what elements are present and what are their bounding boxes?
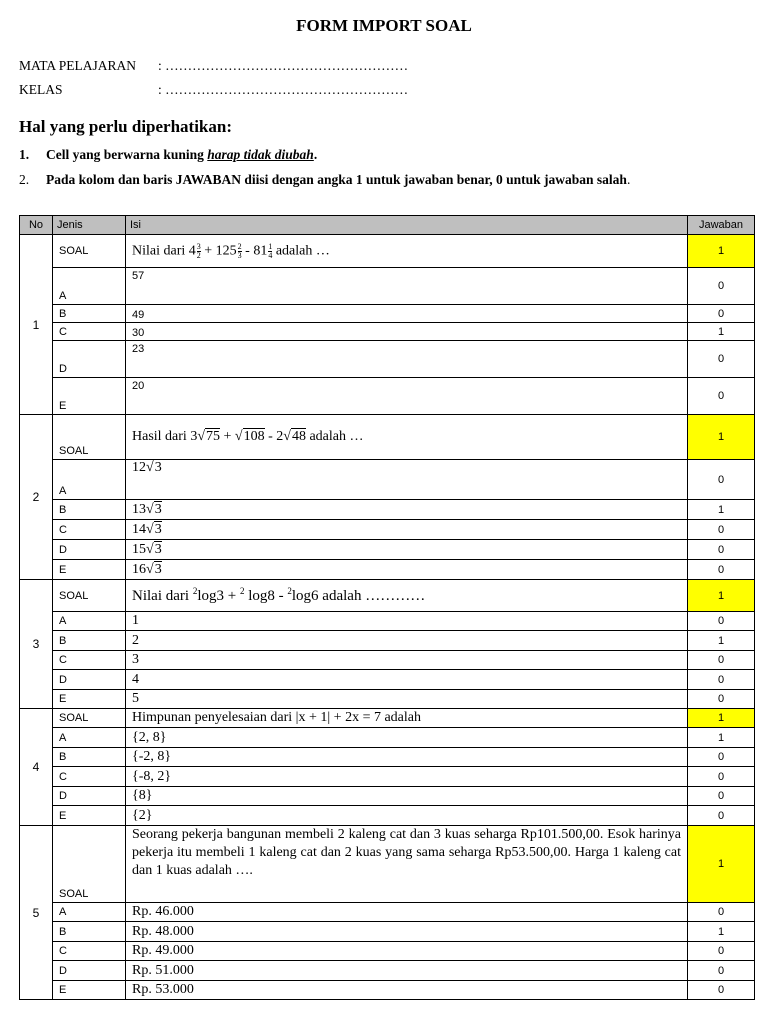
header-no: No bbox=[20, 216, 53, 235]
radicand: 3 bbox=[154, 501, 162, 517]
text-part: + bbox=[220, 429, 235, 444]
radicand: 3 bbox=[154, 460, 162, 475]
table-row bbox=[20, 341, 755, 378]
row-type: A bbox=[53, 612, 126, 631]
text-part: adalah … bbox=[272, 243, 330, 259]
table-row bbox=[20, 961, 755, 981]
option-text[interactable]: Rp. 46.000 bbox=[126, 903, 688, 922]
note-number: 2. bbox=[19, 172, 30, 187]
answer-cell: 1 bbox=[688, 709, 755, 728]
radicand: 3 bbox=[154, 541, 162, 557]
table-row bbox=[20, 787, 755, 806]
coefficient: 16 bbox=[132, 561, 146, 577]
option-text[interactable]: {-2, 8} bbox=[126, 748, 688, 767]
note-text: Cell yang berwarna kuning bbox=[46, 147, 208, 162]
answer-cell[interactable]: 0 bbox=[688, 651, 755, 670]
answer-cell[interactable]: 1 bbox=[688, 728, 755, 748]
note-text-end: . bbox=[626, 172, 631, 187]
question-text[interactable] bbox=[126, 826, 688, 903]
question-number: 1 bbox=[20, 235, 53, 415]
answer-cell: 1 bbox=[688, 235, 755, 268]
option-text[interactable]: {2, 8} bbox=[126, 728, 688, 748]
class-label: KELAS bbox=[19, 82, 63, 97]
question-text[interactable] bbox=[126, 580, 688, 612]
row-type: E bbox=[53, 560, 126, 580]
table-row bbox=[20, 767, 755, 787]
option-text[interactable]: 3 bbox=[126, 651, 688, 670]
answer-cell[interactable]: 0 bbox=[688, 787, 755, 806]
row-type: E bbox=[53, 378, 126, 415]
note-text: Pada kolom dan baris JAWABAN diisi dengan angka 1 untuk jawaban benar, 0 untuk jawaban salah bbox=[46, 172, 627, 187]
table-row bbox=[20, 305, 755, 323]
row-type: B bbox=[53, 500, 126, 520]
table-row bbox=[20, 323, 755, 341]
text-part: - 81 bbox=[241, 243, 268, 259]
table-row bbox=[20, 903, 755, 922]
text-part: - 2 bbox=[264, 429, 284, 444]
table-row bbox=[20, 826, 755, 903]
option-text[interactable]: 16√3 bbox=[126, 560, 688, 580]
table-row bbox=[20, 268, 755, 305]
text-part: Nilai dari bbox=[132, 588, 193, 604]
question-text[interactable]: Hasil dari 3√75 + √108 - 2√48 adalah … bbox=[126, 415, 688, 460]
table-row bbox=[20, 922, 755, 942]
answer-cell[interactable]: 0 bbox=[688, 670, 755, 690]
row-type: C bbox=[53, 651, 126, 670]
option-text[interactable]: 20 bbox=[126, 378, 688, 415]
row-type: SOAL bbox=[53, 709, 126, 728]
table-row bbox=[20, 806, 755, 826]
question-table bbox=[19, 215, 755, 1000]
row-type: D bbox=[53, 961, 126, 981]
text-part: log8 - bbox=[244, 588, 288, 604]
subject-value[interactable]: : ……………………………………………… bbox=[158, 58, 409, 73]
numerator: 3 bbox=[196, 241, 201, 251]
answer-cell[interactable]: 0 bbox=[688, 540, 755, 560]
row-type: SOAL bbox=[53, 826, 126, 903]
denominator: 2 bbox=[196, 250, 201, 260]
option-text[interactable]: 14√3 bbox=[126, 520, 688, 540]
table-row bbox=[20, 612, 755, 631]
denominator: 4 bbox=[268, 250, 273, 260]
option-text[interactable]: Rp. 53.000 bbox=[126, 981, 688, 1000]
class-row bbox=[19, 82, 408, 98]
table-row bbox=[20, 728, 755, 748]
coefficient: 14 bbox=[132, 521, 146, 537]
header-isi: Isi bbox=[126, 216, 688, 235]
row-type: B bbox=[53, 922, 126, 942]
row-type: SOAL bbox=[53, 415, 126, 460]
coefficient: 12 bbox=[132, 460, 146, 475]
answer-cell[interactable]: 0 bbox=[688, 612, 755, 631]
table-row bbox=[20, 500, 755, 520]
table-row bbox=[20, 942, 755, 961]
row-type: E bbox=[53, 690, 126, 709]
table-row bbox=[20, 520, 755, 540]
text-part: + 125 bbox=[200, 243, 237, 259]
text-part: Hasil dari 3 bbox=[132, 429, 198, 444]
log-base: 2 bbox=[287, 586, 292, 596]
answer-cell[interactable]: 0 bbox=[688, 903, 755, 922]
answer-cell[interactable]: 0 bbox=[688, 378, 755, 415]
subject-row bbox=[19, 58, 408, 74]
option-text[interactable]: Rp. 51.000 bbox=[126, 961, 688, 981]
option-text[interactable]: {2} bbox=[126, 806, 688, 826]
question-paragraph: Seorang pekerja bangunan membeli 2 kaleng cat dan 3 kuas seharga Rp101.500,00. Esok harinya pekerja itu membeli 1 kaleng cat dan 2 kuas yang sama seharga Rp53.500,00. Harga 1 kaleng cat dan 1 kuas adalah …. bbox=[132, 827, 681, 878]
header-jenis: Jenis bbox=[53, 216, 126, 235]
table-row bbox=[20, 560, 755, 580]
text-part: log6 adalah ………… bbox=[291, 588, 426, 604]
class-value[interactable]: : ……………………………………………… bbox=[158, 82, 409, 97]
table-row bbox=[20, 415, 755, 460]
note-2 bbox=[19, 172, 630, 188]
answer-cell[interactable]: 0 bbox=[688, 460, 755, 500]
option-text[interactable]: Rp. 48.000 bbox=[126, 922, 688, 942]
table-row bbox=[20, 651, 755, 670]
row-type: C bbox=[53, 767, 126, 787]
log-base: 2 bbox=[192, 586, 198, 596]
question-number: 5 bbox=[20, 826, 53, 1000]
row-type: A bbox=[53, 268, 126, 305]
numerator: 1 bbox=[268, 241, 273, 251]
answer-cell[interactable]: 0 bbox=[688, 341, 755, 378]
answer-cell[interactable]: 0 bbox=[688, 520, 755, 540]
option-text[interactable]: 30 bbox=[126, 323, 688, 341]
text-part: adalah … bbox=[305, 429, 364, 444]
table-row bbox=[20, 235, 755, 268]
table-row bbox=[20, 580, 755, 612]
table-row bbox=[20, 631, 755, 651]
answer-cell[interactable]: 1 bbox=[688, 631, 755, 651]
question-number: 2 bbox=[20, 415, 53, 580]
option-text[interactable]: 12√3 bbox=[126, 460, 688, 500]
note-text-end: . bbox=[313, 147, 318, 162]
table-row bbox=[20, 981, 755, 1000]
option-text[interactable]: {8} bbox=[126, 787, 688, 806]
table-row bbox=[20, 748, 755, 767]
row-type: B bbox=[53, 305, 126, 323]
note-1 bbox=[19, 147, 317, 163]
row-type: D bbox=[53, 670, 126, 690]
coefficient: 13 bbox=[132, 501, 146, 517]
option-text[interactable]: 5 bbox=[126, 690, 688, 709]
note-number: 1. bbox=[19, 147, 30, 162]
option-text[interactable]: Rp. 49.000 bbox=[126, 942, 688, 961]
row-type: A bbox=[53, 460, 126, 500]
coefficient: 15 bbox=[132, 541, 146, 557]
header-jawaban: Jawaban bbox=[688, 216, 755, 235]
option-text[interactable]: 15√3 bbox=[126, 540, 688, 560]
table-row bbox=[20, 670, 755, 690]
row-type: E bbox=[53, 806, 126, 826]
denominator: 3 bbox=[237, 250, 242, 260]
answer-cell: 1 bbox=[688, 580, 755, 612]
subject-label: MATA PELAJARAN bbox=[19, 58, 137, 73]
row-type: SOAL bbox=[53, 235, 126, 268]
answer-cell[interactable]: 0 bbox=[688, 268, 755, 305]
row-type: A bbox=[53, 903, 126, 922]
option-text[interactable]: 13√3 bbox=[126, 500, 688, 520]
question-number: 4 bbox=[20, 709, 53, 826]
answer-cell[interactable]: 0 bbox=[688, 961, 755, 981]
row-type: C bbox=[53, 942, 126, 961]
option-text[interactable]: 49 bbox=[126, 305, 688, 323]
log-base: 2 bbox=[239, 586, 245, 596]
option-text[interactable]: 1 bbox=[126, 612, 688, 631]
option-text[interactable]: 4 bbox=[126, 670, 688, 690]
radicand: 75 bbox=[206, 429, 221, 444]
option-text[interactable]: 2 bbox=[126, 631, 688, 651]
notes-heading: Hal yang perlu diperhatikan: bbox=[19, 117, 233, 136]
row-type: D bbox=[53, 787, 126, 806]
answer-cell[interactable]: 1 bbox=[688, 922, 755, 942]
radicand: 48 bbox=[291, 429, 306, 444]
option-text[interactable]: 23 bbox=[126, 341, 688, 378]
answer-cell[interactable]: 0 bbox=[688, 748, 755, 767]
row-type: D bbox=[53, 341, 126, 378]
answer-cell[interactable]: 0 bbox=[688, 806, 755, 826]
answer-cell[interactable]: 0 bbox=[688, 767, 755, 787]
answer-cell: 1 bbox=[688, 415, 755, 460]
row-type: B bbox=[53, 631, 126, 651]
question-number: 3 bbox=[20, 580, 53, 709]
answer-cell[interactable]: 0 bbox=[688, 305, 755, 323]
table-row bbox=[20, 540, 755, 560]
question-text[interactable]: Himpunan penyelesaian dari |x + 1| + 2x = 7 adalah bbox=[126, 709, 688, 728]
table-row bbox=[20, 460, 755, 500]
table-row bbox=[20, 378, 755, 415]
row-type: E bbox=[53, 981, 126, 1000]
option-text[interactable]: {-8, 2} bbox=[126, 767, 688, 787]
answer-cell[interactable]: 0 bbox=[688, 560, 755, 580]
radicand: 3 bbox=[154, 521, 162, 537]
table-header-row bbox=[20, 216, 755, 235]
answer-cell[interactable]: 1 bbox=[688, 500, 755, 520]
row-type: SOAL bbox=[53, 580, 126, 612]
numerator: 2 bbox=[237, 241, 242, 251]
row-type: D bbox=[53, 540, 126, 560]
answer-cell[interactable]: 0 bbox=[688, 690, 755, 709]
row-type: A bbox=[53, 728, 126, 748]
answer-cell[interactable]: 1 bbox=[688, 323, 755, 341]
answer-cell[interactable]: 0 bbox=[688, 942, 755, 961]
note-emphasis: harap tidak diubah bbox=[207, 147, 314, 162]
text-part: log3 + bbox=[197, 588, 240, 604]
question-text[interactable] bbox=[126, 235, 688, 268]
radicand: 3 bbox=[154, 561, 162, 577]
answer-cell: 1 bbox=[688, 826, 755, 903]
table-row bbox=[20, 690, 755, 709]
radicand: 108 bbox=[243, 429, 265, 444]
row-type: C bbox=[53, 323, 126, 341]
answer-cell[interactable]: 0 bbox=[688, 981, 755, 1000]
table-row bbox=[20, 709, 755, 728]
row-type: B bbox=[53, 748, 126, 767]
text-part: Nilai dari 4 bbox=[132, 243, 196, 259]
page-title: FORM IMPORT SOAL bbox=[296, 16, 472, 35]
row-type: C bbox=[53, 520, 126, 540]
option-text[interactable]: 57 bbox=[126, 268, 688, 305]
